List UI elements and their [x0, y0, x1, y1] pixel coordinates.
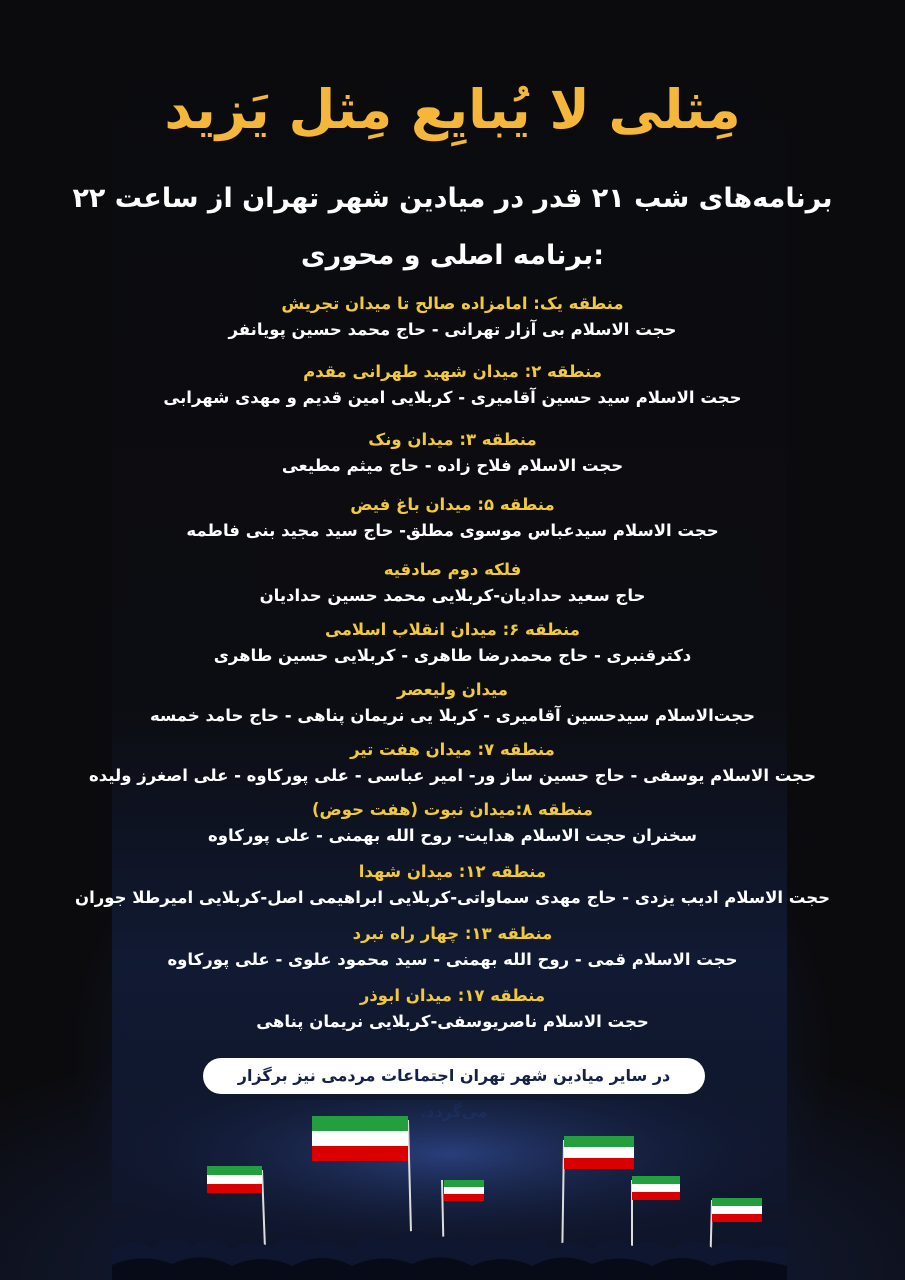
zone-title: فلکه دوم صادقیه: [383, 560, 522, 579]
zone-title: منطقه ۱۲: میدان شهدا: [358, 862, 547, 881]
zone-item: [0, 428, 905, 480]
zone-item: [0, 292, 905, 344]
zone-speakers: حجت الاسلام ناصریوسفی-کربلایی نریمان پناهی: [256, 1012, 649, 1031]
zone-title: منطقه ۲: میدان شهید طهرانی مقدم: [303, 362, 602, 381]
zone-item: [0, 798, 905, 850]
zone-speakers: حجت الاسلام ادیب یزدی - حاج مهدی سماواتی-کربلایی ابراهیمی اصل-کربلایی امیرطلا جوران: [74, 888, 831, 907]
zone-speakers: حجت الاسلام بی آزار تهرانی - حاج محمد حسین پویانفر: [228, 320, 677, 339]
section-heading: برنامه اصلی و محوری:: [300, 240, 605, 271]
zone-speakers: دکترقنبری - حاج محمدرضا طاهری - کربلایی حسین طاهری: [213, 646, 692, 665]
zone-title: منطقه ۶: میدان انقلاب اسلامی: [325, 620, 580, 639]
zone-list: [0, 292, 905, 1036]
zone-speakers: حجت الاسلام یوسفی - حاج حسین ساز ور- امیر عباسی - علی پورکاوه - علی اصغرز ولیده: [89, 766, 816, 785]
poster-subtitle: برنامه‌های شب ۲۱ قدر در میادین شهر تهران از ساعت ۲۲: [72, 183, 833, 214]
zone-speakers: حاج سعید حدادیان-کربلایی محمد حسین حدادیان: [259, 586, 646, 605]
zone-title: منطقه ۸:میدان نبوت (هفت حوض): [312, 800, 593, 819]
zone-item: [0, 618, 905, 670]
zone-item: [0, 493, 905, 545]
zone-item: [0, 860, 905, 912]
poster-title: مِثلی لا یُبایِع مِثل یَزید: [164, 78, 741, 141]
zone-title: منطقه ۱۳: چهار راه نبرد: [352, 924, 553, 943]
zone-speakers: حجت الاسلام سید حسین آقامیری - کربلایی امین قدیم و مهدی شهرابی: [163, 388, 742, 407]
notice-banner: در سایر میادین شهر تهران اجتماعات مردمی نیز برگزار: [203, 1058, 705, 1094]
zone-speakers: حجت الاسلام فلاح زاده - حاج میثم مطیعی: [281, 456, 624, 475]
zone-item: [0, 360, 905, 412]
zone-speakers: حجت‌الاسلام سیدحسین آقامیری - کربلا یی نریمان پناهی - حاج حامد خمسه: [150, 706, 755, 725]
zone-item: [0, 678, 905, 730]
zone-speakers: سخنران حجت الاسلام هدایت- روح الله بهمنی - علی پورکاوه: [208, 826, 697, 845]
zone-item: [0, 558, 905, 610]
crowd-with-flags-illustration: [112, 1100, 787, 1280]
zone-title: منطقه ۳: میدان ونک: [368, 430, 537, 449]
zone-title: میدان ولیعصر: [397, 680, 508, 699]
zone-speakers: حجت الاسلام قمی - روح الله بهمنی - سید محمود علوی - علی پورکاوه: [167, 950, 738, 969]
zone-title: منطقه ۵: میدان باغ فیض: [350, 495, 555, 514]
zone-item: [0, 984, 905, 1036]
zone-title: منطقه یک: امامزاده صالح تا میدان تجریش: [281, 294, 624, 313]
zone-item: [0, 738, 905, 790]
zone-item: [0, 922, 905, 974]
zone-speakers: حجت الاسلام سیدعباس موسوی مطلق- حاج سید مجید بنی فاطمه: [186, 521, 719, 540]
zone-title: منطقه ۱۷: میدان ابوذر: [359, 986, 546, 1005]
zone-title: منطقه ۷: میدان هفت تیر: [350, 740, 555, 759]
